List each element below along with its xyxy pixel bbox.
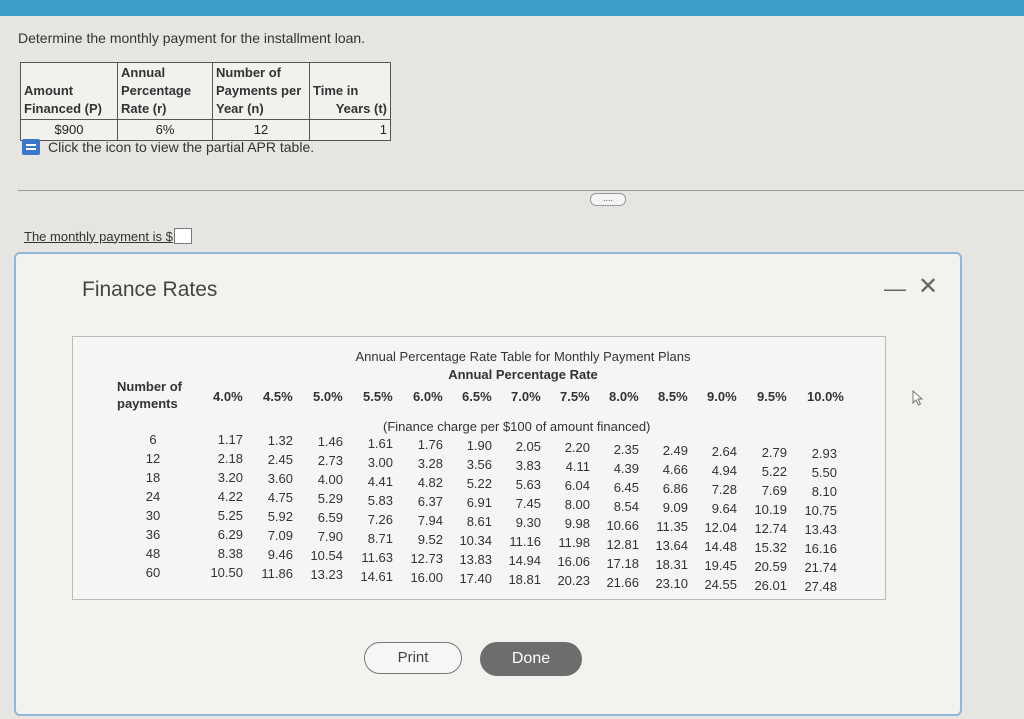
finance-charge-cell: 7.45: [515, 496, 541, 512]
finance-charge-cell: 5.50: [811, 465, 837, 481]
finance-charge-cell: 11.16: [509, 534, 541, 550]
header-time-in-years: [310, 63, 391, 120]
finance-charge-cell: 4.41: [367, 473, 393, 489]
finance-charge-cell: 2.93: [811, 446, 837, 462]
finance-charge-cell: 19.45: [704, 558, 737, 573]
finance-charge-cell: 4.66: [662, 461, 688, 477]
header-line: Financed (P): [24, 101, 103, 116]
rate-header: 9.0%: [707, 389, 737, 404]
close-button[interactable]: ✕: [918, 273, 939, 300]
finance-charge-cell: 27.48: [804, 579, 837, 595]
finance-charge-cell: 13.64: [655, 537, 688, 553]
document-icon[interactable]: [22, 139, 40, 155]
finance-charge-cell: 10.66: [606, 517, 639, 533]
finance-charge-cell: 6.04: [564, 478, 590, 494]
finance-charge-cell: 3.00: [367, 454, 393, 470]
finance-charge-cell: 1.76: [417, 436, 443, 452]
finance-charge-cell: 14.61: [360, 568, 393, 584]
rate-header: 7.5%: [560, 389, 590, 404]
finance-charge-cell: 5.29: [317, 491, 343, 507]
top-bar: [0, 0, 1024, 16]
finance-charge-cell: 2.64: [711, 444, 737, 459]
rate-header: 8.0%: [609, 389, 639, 404]
number-of-payments-label: [117, 378, 182, 412]
rate-header: 7.0%: [511, 389, 541, 404]
finance-charge-cell: 6.29: [217, 527, 243, 542]
finance-charge-cell: 16.06: [557, 554, 590, 570]
finance-charge-cell: 2.49: [662, 442, 688, 458]
finance-charge-cell: 14.94: [508, 553, 541, 569]
header-amount-financed: [21, 63, 118, 120]
finance-charge-cell: 5.63: [515, 477, 541, 493]
finance-charge-cell: 5.22: [466, 476, 492, 491]
finance-charge-cell: 7.09: [267, 528, 293, 544]
finance-charge-cell: 16.16: [804, 541, 837, 557]
finance-charge-cell: 6.37: [417, 493, 443, 509]
finance-charge-cell: 3.28: [417, 455, 443, 471]
finance-charge-cell: 6.59: [317, 510, 343, 526]
header-line: Amount: [24, 83, 74, 98]
finance-charge-cell: 21.74: [804, 560, 837, 576]
finance-charge-cell: 9.30: [515, 515, 541, 531]
finance-charge-cell: 8.10: [811, 484, 837, 500]
monthly-payment-input[interactable]: [174, 228, 192, 244]
header-line: Annual: [121, 65, 166, 80]
finance-charge-cell: 7.69: [761, 483, 787, 499]
header-payments-per-year: [213, 63, 310, 120]
finance-rates-dialog: [14, 252, 962, 716]
header-line: Time in: [313, 83, 359, 98]
apr-table-title: Annual Percentage Rate Table for Monthly Payment Plans: [355, 349, 691, 364]
finance-charge-cell: 8.00: [564, 497, 590, 513]
finance-charge-cell: 1.46: [317, 434, 343, 450]
finance-charge-cell: 18.81: [508, 572, 541, 588]
finance-charge-cell: 12.81: [606, 536, 639, 552]
finance-charge-cell: 7.90: [317, 529, 343, 545]
finance-charge-cell: 1.90: [466, 438, 492, 453]
finance-charge-cell: 23.10: [655, 575, 688, 591]
finance-charge-cell: 13.83: [459, 552, 492, 567]
done-button[interactable]: Done: [480, 642, 582, 676]
finance-charge-cell: 3.83: [515, 458, 541, 474]
finance-charge-cell: 4.00: [317, 472, 343, 488]
header-line: Years (t): [335, 101, 387, 116]
finance-charge-cell: 17.40: [459, 571, 492, 586]
finance-charge-cell: 12.73: [410, 550, 443, 566]
finance-charge-cell: 3.60: [267, 471, 293, 487]
finance-charge-cell: 11.98: [558, 535, 590, 551]
value-amount-financed: $900: [21, 120, 118, 141]
value-apr: 6%: [118, 120, 213, 141]
finance-charge-cell: 5.22: [761, 464, 787, 480]
payments-count-cell: 60: [145, 565, 161, 580]
rate-header: 9.5%: [757, 389, 787, 404]
finance-charge-cell: 5.25: [217, 508, 243, 523]
apr-table-link[interactable]: [22, 139, 314, 155]
finance-charge-cell: 2.20: [564, 440, 590, 456]
mouse-cursor-icon: [912, 390, 924, 406]
finance-charge-cell: 9.52: [417, 531, 443, 547]
finance-charge-cell: 10.54: [310, 548, 343, 564]
finance-charge-cell: 10.19: [754, 502, 787, 518]
finance-charge-cell: 7.26: [367, 511, 393, 527]
finance-charge-cell: 26.01: [754, 578, 787, 594]
payments-count-cell: 24: [145, 489, 161, 504]
finance-charge-cell: 20.59: [754, 559, 787, 575]
finance-charge-cell: 3.56: [466, 457, 492, 472]
answer-line: [24, 228, 202, 244]
rate-header: 4.5%: [263, 389, 293, 404]
finance-charge-cell: 2.05: [515, 439, 541, 455]
finance-charge-cell: 10.75: [804, 503, 837, 519]
header-line: Payments per: [216, 83, 302, 98]
finance-charge-cell: 2.79: [761, 445, 787, 461]
finance-charge-cell: 1.61: [367, 435, 393, 451]
rate-header: 6.5%: [462, 389, 492, 404]
finance-charge-cell: 11.86: [261, 566, 293, 582]
finance-charge-cell: 8.61: [466, 514, 492, 529]
apr-table-link-text: Click the icon to view the partial APR table.: [48, 139, 315, 155]
value-time-in-years: 1: [310, 120, 391, 141]
header-line: Percentage: [121, 83, 192, 98]
finance-charge-cell: 11.35: [656, 518, 688, 534]
finance-charge-cell: 4.22: [217, 489, 243, 504]
rate-header: 6.0%: [413, 389, 443, 404]
rate-header: 8.5%: [658, 389, 688, 404]
apr-table-subtitle: Annual Percentage Rate: [448, 367, 598, 382]
payments-label-line: payments: [117, 396, 178, 411]
rate-header: 4.0%: [213, 389, 243, 404]
finance-charge-cell: 17.18: [606, 555, 639, 571]
payments-count-cell: 6: [149, 432, 157, 447]
finance-charge-cell: 13.43: [804, 522, 837, 538]
finance-charge-cell: 5.92: [267, 509, 293, 525]
finance-charge-cell: 7.94: [417, 512, 443, 528]
finance-charge-cell: 24.55: [704, 577, 737, 592]
finance-charge-cell: 4.75: [267, 490, 293, 506]
finance-charge-cell: 21.66: [606, 574, 639, 590]
value-payments-per-year: 12: [213, 120, 310, 141]
finance-charge-cell: 6.91: [466, 495, 492, 510]
finance-charge-cell: 2.18: [217, 451, 243, 466]
finance-charge-cell: 4.82: [417, 474, 443, 490]
finance-charge-cell: 6.45: [613, 479, 639, 495]
payments-label-line: Number of: [117, 379, 182, 394]
finance-charge-cell: 10.50: [210, 565, 243, 580]
rate-header: 5.5%: [363, 389, 393, 404]
finance-charge-cell: 1.17: [217, 432, 243, 447]
finance-charge-cell: 9.64: [711, 501, 737, 516]
print-button[interactable]: Print: [364, 642, 462, 674]
finance-charge-cell: 18.31: [655, 556, 688, 572]
apr-table: [72, 336, 886, 600]
header-line: Number of: [216, 65, 281, 80]
finance-charge-cell: 14.48: [704, 539, 737, 554]
finance-charge-cell: 13.23: [310, 567, 343, 583]
finance-charge-cell: 16.00: [410, 569, 443, 585]
payments-count-cell: 18: [145, 470, 161, 485]
question-text: Determine the monthly payment for the installment loan.: [18, 30, 366, 46]
finance-charge-cell: 2.45: [267, 452, 293, 468]
payments-count-cell: 12: [145, 451, 161, 466]
loan-table: [20, 62, 391, 141]
finance-charge-cell: 4.39: [613, 460, 639, 476]
header-line: Rate (r): [121, 101, 167, 116]
finance-charge-cell: 9.46: [267, 547, 293, 563]
finance-charge-cell: 6.86: [662, 480, 688, 496]
finance-charge-cell: 2.35: [613, 441, 639, 457]
divider: [18, 190, 1024, 191]
finance-charge-cell: 5.83: [367, 492, 393, 508]
finance-charge-cell: 4.94: [711, 463, 737, 478]
finance-charge-cell: 11.63: [361, 549, 393, 565]
finance-charge-cell: 9.98: [564, 516, 590, 532]
finance-charge-cell: 15.32: [754, 540, 787, 556]
header-line: Year (n): [216, 101, 264, 116]
rate-header: 5.0%: [313, 389, 343, 404]
more-button[interactable]: ....: [590, 193, 626, 206]
minimize-button[interactable]: —: [884, 276, 906, 301]
header-apr: [118, 63, 213, 120]
finance-charge-cell: 8.38: [217, 546, 243, 561]
finance-charge-cell: 12.04: [704, 520, 737, 535]
finance-charge-cell: 4.11: [565, 459, 590, 475]
payments-count-cell: 48: [145, 546, 161, 561]
finance-charge-cell: 2.73: [317, 453, 343, 469]
finance-charge-cell: 10.34: [459, 533, 492, 548]
answer-label: The monthly payment is $: [24, 228, 173, 244]
payments-count-cell: 36: [145, 527, 161, 542]
finance-charge-cell: 8.54: [613, 498, 639, 514]
payments-count-cell: 30: [145, 508, 161, 523]
finance-charge-cell: 3.20: [217, 470, 243, 485]
finance-charge-cell: 9.09: [662, 499, 688, 515]
rate-header: 10.0%: [807, 389, 844, 404]
dialog-title: Finance Rates: [82, 278, 218, 301]
finance-charge-cell: 20.23: [557, 573, 590, 589]
finance-charge-cell: 8.71: [367, 530, 393, 546]
finance-charge-cell: 7.28: [711, 482, 737, 497]
finance-charge-note: (Finance charge per $100 of amount financed): [383, 419, 651, 434]
finance-charge-cell: 12.74: [754, 521, 787, 537]
finance-charge-cell: 1.32: [267, 433, 293, 449]
